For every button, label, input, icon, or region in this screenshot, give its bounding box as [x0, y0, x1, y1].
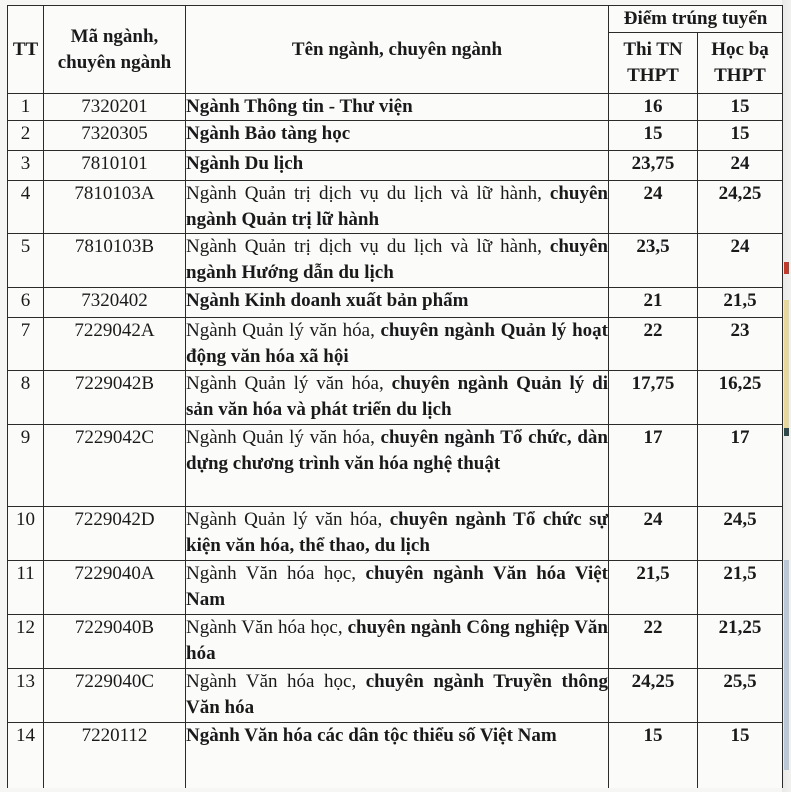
major-name-plain: Ngành Quản trị dịch vụ du lịch và lữ hành, [186, 183, 550, 204]
table-row [8, 669, 783, 723]
major-name-plain: Ngành Quản lý văn hóa, [186, 427, 381, 448]
major-name-bold: chuyên ngành Quản lý di sản văn hóa và phát triển du lịch [186, 373, 608, 420]
table-row [8, 723, 783, 788]
score-transcript: 16,25 [698, 371, 783, 425]
score-transcript: 24,5 [698, 507, 783, 561]
major-name-bold: chuyên ngành Quản trị lữ hành [186, 183, 608, 230]
admission-scores-table [7, 5, 783, 788]
major-name-bold: chuyên ngành Công nghiệp Văn hóa [186, 617, 608, 664]
row-number: 10 [8, 507, 44, 561]
major-name-plain: Ngành Quản lý văn hóa, [186, 509, 390, 530]
major-code: 7229042B [44, 371, 186, 425]
score-transcript: 15 [698, 94, 783, 121]
major-code: 7229042C [44, 425, 186, 507]
row-number: 3 [8, 151, 44, 181]
score-transcript: 21,5 [698, 561, 783, 615]
major-name [186, 425, 609, 507]
score-transcript: 24,25 [698, 181, 783, 234]
score-exam: 17,75 [609, 371, 698, 425]
major-name-bold: chuyên ngành Truyền thông Văn hóa [186, 671, 608, 718]
score-transcript: 24 [698, 151, 783, 181]
table-row [8, 425, 783, 507]
major-name-bold: chuyên ngành Hướng dẫn du lịch [186, 236, 608, 283]
major-name [186, 288, 609, 318]
row-number: 8 [8, 371, 44, 425]
row-number: 6 [8, 288, 44, 318]
score-transcript: 21,25 [698, 615, 783, 669]
major-name [186, 94, 609, 121]
major-name-plain: Ngành Văn hóa học, [186, 671, 366, 692]
row-number: 9 [8, 425, 44, 507]
score-exam: 23,5 [609, 234, 698, 288]
score-transcript: 21,5 [698, 288, 783, 318]
table-row [8, 507, 783, 561]
row-number: 12 [8, 615, 44, 669]
major-name-plain: Ngành Văn hóa học, [186, 617, 348, 638]
table-row [8, 234, 783, 288]
table-row [8, 94, 783, 121]
major-name [186, 561, 609, 615]
major-name [186, 234, 609, 288]
major-code: 7810103B [44, 234, 186, 288]
major-code: 7220112 [44, 723, 186, 788]
score-exam: 24 [609, 507, 698, 561]
major-name-bold: chuyên ngành Văn hóa Việt Nam [186, 563, 608, 610]
major-name-plain: Ngành Quản lý văn hóa, [186, 320, 381, 341]
header-tt: TT [8, 6, 44, 94]
major-code: 7320305 [44, 121, 186, 151]
major-name [186, 151, 609, 181]
row-number: 14 [8, 723, 44, 788]
major-name [186, 507, 609, 561]
score-transcript: 15 [698, 121, 783, 151]
header-score-group: Điểm trúng tuyển [609, 6, 783, 33]
table-row [8, 371, 783, 425]
table-row [8, 561, 783, 615]
table-row [8, 121, 783, 151]
row-number: 11 [8, 561, 44, 615]
score-exam: 15 [609, 723, 698, 788]
major-name-bold: Ngành Du lịch [186, 153, 304, 174]
table-row [8, 318, 783, 371]
major-code: 7229040A [44, 561, 186, 615]
major-code: 7229042A [44, 318, 186, 371]
score-exam: 23,75 [609, 151, 698, 181]
table-row [8, 288, 783, 318]
major-name-bold: Ngành Kinh doanh xuất bản phẩm [186, 290, 469, 311]
major-name-bold: Ngành Văn hóa các dân tộc thiểu số Việt Nam [186, 725, 557, 746]
row-number: 2 [8, 121, 44, 151]
score-exam: 16 [609, 94, 698, 121]
score-exam: 24 [609, 181, 698, 234]
major-name-plain: Ngành Văn hóa học, [186, 563, 366, 584]
major-code: 7229040B [44, 615, 186, 669]
header-row [8, 6, 783, 33]
score-transcript: 23 [698, 318, 783, 371]
row-number: 1 [8, 94, 44, 121]
table-row [8, 615, 783, 669]
header-code: Mã ngành, chuyên ngành [44, 6, 186, 94]
bleed-mark [784, 262, 789, 274]
header-name: Tên ngành, chuyên ngành [186, 6, 609, 94]
score-exam: 15 [609, 121, 698, 151]
score-transcript: 24 [698, 234, 783, 288]
major-code: 7229040C [44, 669, 186, 723]
major-name [186, 181, 609, 234]
score-transcript: 15 [698, 723, 783, 788]
major-code: 7320201 [44, 94, 186, 121]
major-name-plain: Ngành Quản lý văn hóa, [186, 373, 392, 394]
row-number: 13 [8, 669, 44, 723]
major-name [186, 669, 609, 723]
major-name [186, 723, 609, 788]
major-name-bold: Ngành Thông tin - Thư viện [186, 96, 413, 117]
score-transcript: 25,5 [698, 669, 783, 723]
major-code: 7810101 [44, 151, 186, 181]
score-exam: 22 [609, 615, 698, 669]
major-name-bold: chuyên ngành Tổ chức, dàn dựng chương trình văn hóa nghệ thuật [186, 427, 608, 474]
row-number: 4 [8, 181, 44, 234]
bleed-mark [784, 300, 789, 428]
major-name [186, 318, 609, 371]
header-score-exam: Thi TN THPT [609, 33, 698, 94]
bleed-mark [784, 560, 789, 770]
major-code: 7810103A [44, 181, 186, 234]
major-code: 7229042D [44, 507, 186, 561]
major-name-bold: Ngành Bảo tàng học [186, 123, 351, 144]
major-name-bold: chuyên ngành Tổ chức sự kiện văn hóa, thể thao, du lịch [186, 509, 608, 556]
major-name [186, 371, 609, 425]
score-exam: 22 [609, 318, 698, 371]
bleed-mark [784, 428, 789, 436]
major-name-plain: Ngành Quản trị dịch vụ du lịch và lữ hành, [186, 236, 550, 257]
score-exam: 21 [609, 288, 698, 318]
major-name [186, 121, 609, 151]
score-exam: 24,25 [609, 669, 698, 723]
score-transcript: 17 [698, 425, 783, 507]
major-code: 7320402 [44, 288, 186, 318]
table-row [8, 151, 783, 181]
table-row [8, 181, 783, 234]
score-exam: 17 [609, 425, 698, 507]
major-name [186, 615, 609, 669]
major-name-bold: chuyên ngành Quản lý hoạt động văn hóa xã hội [186, 320, 608, 367]
score-exam: 21,5 [609, 561, 698, 615]
row-number: 7 [8, 318, 44, 371]
row-number: 5 [8, 234, 44, 288]
header-score-transcript: Học bạ THPT [698, 33, 783, 94]
